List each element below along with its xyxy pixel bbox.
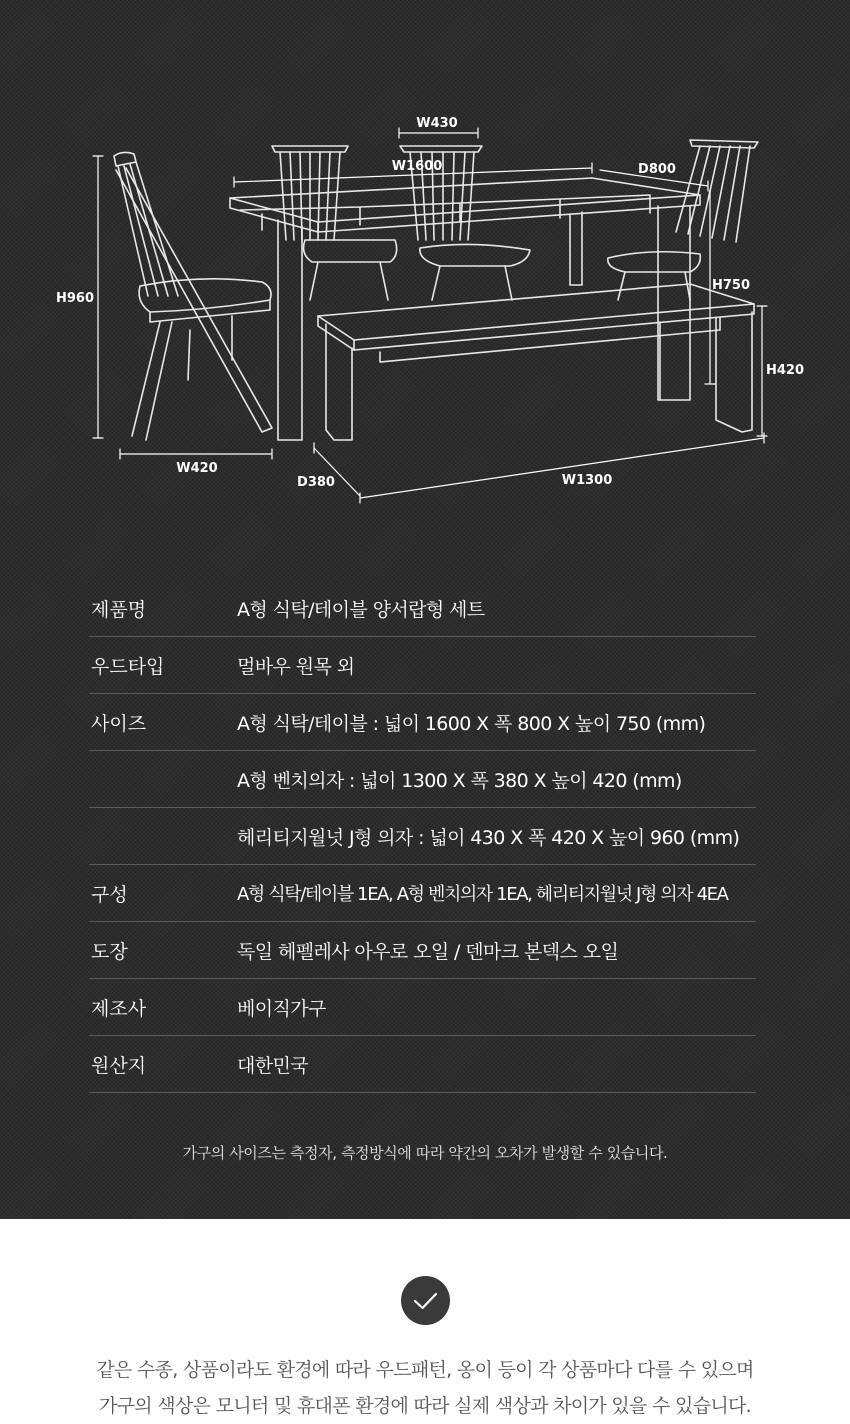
bench-outline <box>318 284 754 440</box>
spec-row-origin <box>89 1036 756 1093</box>
dimension-lines <box>93 128 767 503</box>
spec-value: A형 식탁/테이블 양서랍형 세트 <box>237 598 485 621</box>
dim-label-chair-seat-width: W430 <box>416 116 458 131</box>
dim-label-table-depth: D800 <box>638 162 676 177</box>
table-outline <box>230 178 700 440</box>
spec-label: 제조사 <box>91 997 147 1020</box>
spec-table <box>89 580 756 1093</box>
spec-row-size-bench <box>89 751 756 808</box>
dim-label-bench-depth: D380 <box>297 475 335 490</box>
dim-label-chair-width: W420 <box>176 461 218 476</box>
spec-value: 헤리티지월넛 J형 의자 : 넓이 430 X 폭 420 X 높이 960 (mm) <box>237 826 740 849</box>
back-chair-1 <box>272 146 397 300</box>
spec-label: 사이즈 <box>91 712 147 735</box>
spec-row-composition <box>89 865 756 922</box>
spec-label: 원산지 <box>91 1054 147 1077</box>
spec-label: 구성 <box>91 883 128 906</box>
spec-value: A형 식탁/테이블 1EA, A형 벤치의자 1EA, 헤리티지월넛 J형 의자 4EA <box>237 884 728 905</box>
spec-value: A형 벤치의자 : 넓이 1300 X 폭 380 X 높이 420 (mm) <box>237 769 682 792</box>
furniture-dimension-drawing <box>0 0 850 520</box>
spec-value: A형 식탁/테이블 : 넓이 1600 X 폭 800 X 높이 750 (mm) <box>237 712 706 735</box>
size-tolerance-note: 가구의 사이즈는 측정자, 측정방식에 따라 약간의 오차가 발생할 수 있습니다. <box>182 1144 668 1162</box>
spec-row-size-chair <box>89 808 756 865</box>
disclaimer-line-1: 같은 수종, 상품이라도 환경에 따라 우드패턴, 옹이 등이 각 상품마다 다를 수 있으며 <box>96 1359 754 1381</box>
spec-row-manufacturer <box>89 979 756 1036</box>
check-icon <box>401 1276 450 1325</box>
dim-label-table-height: H750 <box>711 278 751 293</box>
spec-row-wood-type <box>89 637 756 694</box>
spec-label: 도장 <box>91 940 128 963</box>
spec-row-product-name <box>89 580 756 637</box>
spec-value: 대한민국 <box>237 1054 309 1077</box>
spec-label: 제품명 <box>91 598 147 621</box>
front-chair <box>114 152 272 440</box>
dim-label-bench-height: H420 <box>765 363 805 378</box>
spec-row-size-table <box>89 694 756 751</box>
disclaimer-line-2: 가구의 색상은 모니터 및 휴대폰 환경에 따라 실제 색상과 차이가 있을 수 있습니다. <box>99 1395 751 1417</box>
dim-label-chair-height: H960 <box>55 291 95 306</box>
spec-row-finish <box>89 922 756 979</box>
spec-value: 독일 헤펠레사 아우로 오일 / 덴마크 본덱스 오일 <box>237 940 619 963</box>
spec-value: 멀바우 원목 외 <box>237 655 355 678</box>
back-chair-3 <box>608 140 758 300</box>
dim-label-bench-width: W1300 <box>561 473 613 488</box>
color-pattern-disclaimer <box>0 1352 850 1424</box>
spec-value: 베이직가구 <box>237 997 326 1020</box>
spec-label: 우드타입 <box>91 655 165 678</box>
dim-label-table-width: W1600 <box>391 159 443 174</box>
